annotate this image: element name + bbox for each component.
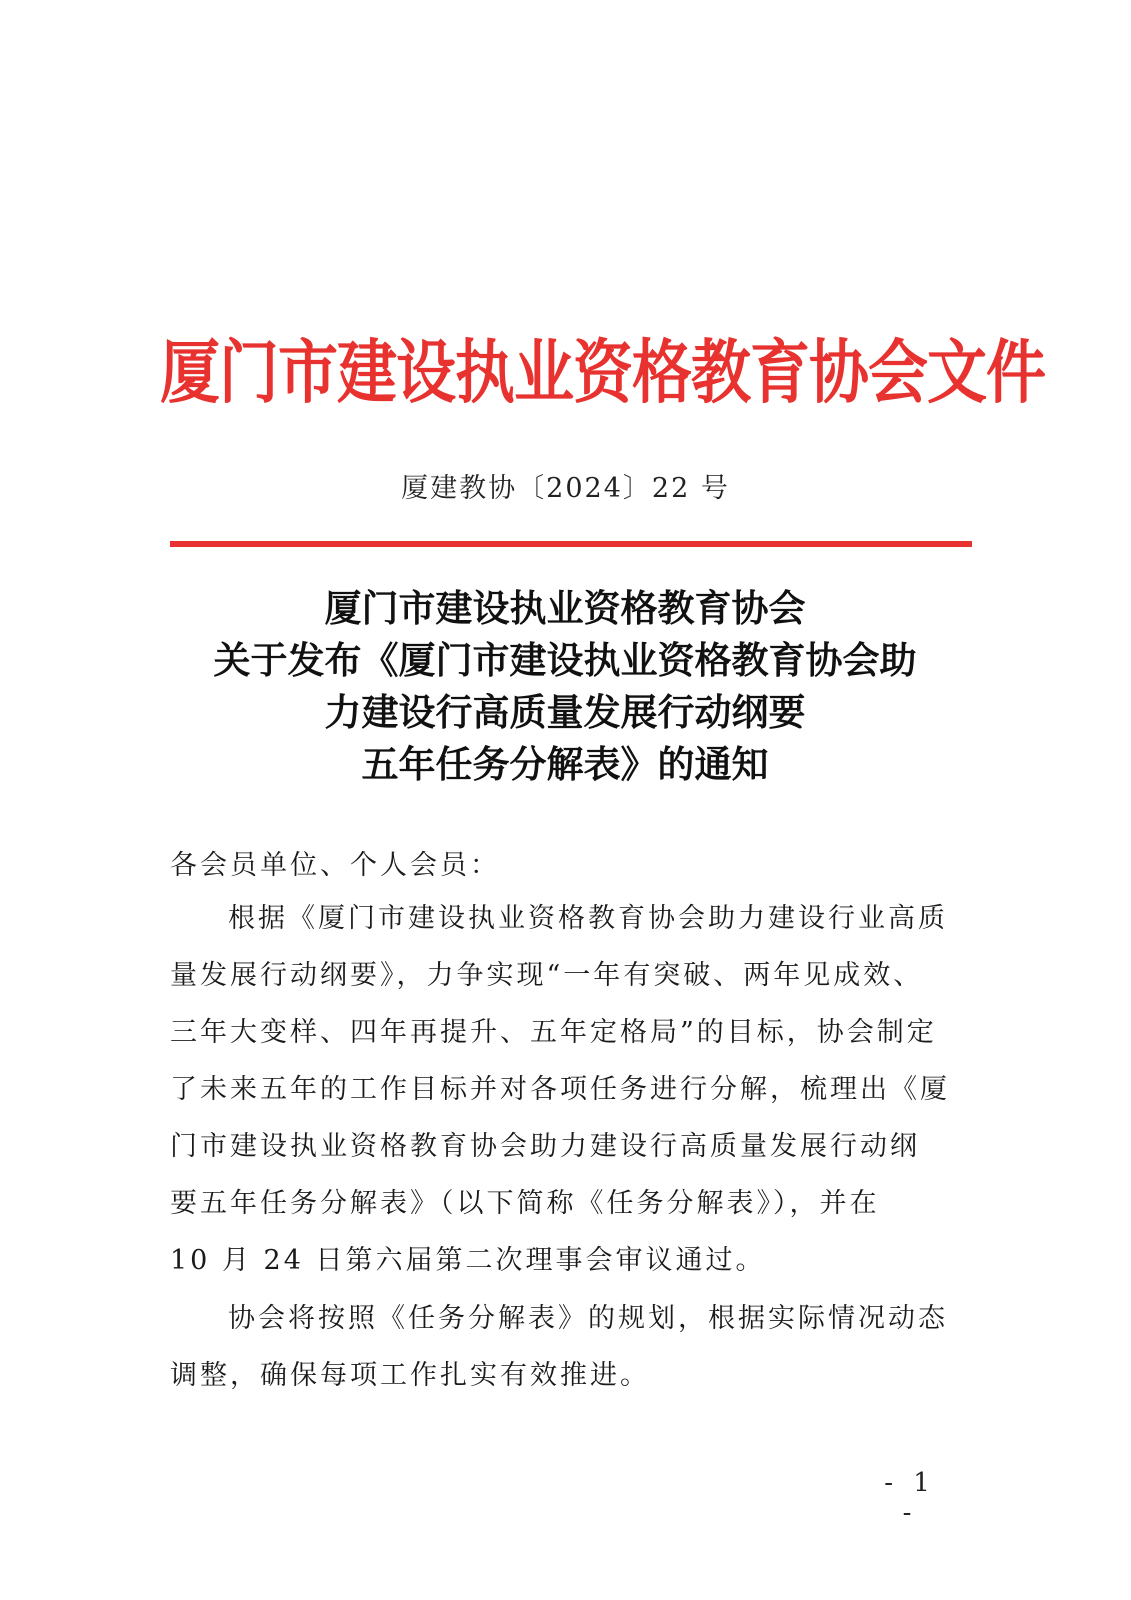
paragraph-line: 调整，确保每项工作扎实有效推进。 bbox=[170, 1360, 650, 1391]
page-number: - 1 - bbox=[884, 1468, 936, 1528]
title-line: 力建设行高质量发展行动纲要 bbox=[324, 691, 806, 734]
red-divider-line bbox=[170, 541, 972, 547]
masthead-title: 厦门市建设执业资格教育协会文件 bbox=[160, 332, 1045, 414]
paragraph-line: 门市建设执业资格教育协会助力建设行高质量发展行动纲 bbox=[170, 1131, 920, 1162]
title-line: 关于发布《厦门市建设执业资格教育协会助 bbox=[213, 639, 917, 682]
title-line: 五年任务分解表》的通知 bbox=[361, 743, 769, 786]
paragraph-line: 三年大变样、四年再提升、五年定格局”的目标，协会制定 bbox=[170, 1017, 937, 1048]
notice-title bbox=[120, 583, 1010, 791]
body-paragraph-1 bbox=[170, 890, 950, 1289]
paragraph-line: 要五年任务分解表》（以下简称《任务分解表》），并在 bbox=[170, 1188, 880, 1219]
title-line: 厦门市建设执业资格教育协会 bbox=[324, 587, 806, 630]
paragraph-line: 根据《厦门市建设执业资格教育协会助力建设行业高质 bbox=[228, 903, 948, 934]
salutation: 各会员单位、个人会员： bbox=[170, 850, 500, 881]
body-paragraph-2 bbox=[170, 1290, 948, 1404]
paragraph-line: 了未来五年的工作目标并对各项任务进行分解，梳理出《厦 bbox=[170, 1074, 950, 1105]
paragraph-line: 10 月 24 日第六届第二次理事会审议通过。 bbox=[170, 1245, 766, 1276]
paragraph-line: 协会将按照《任务分解表》的规划，根据实际情况动态 bbox=[228, 1303, 948, 1334]
paragraph-line: 量发展行动纲要》，力争实现“一年有突破、两年见成效、 bbox=[170, 960, 924, 991]
document-number: 厦建教协〔2024〕22 号 bbox=[401, 473, 730, 504]
